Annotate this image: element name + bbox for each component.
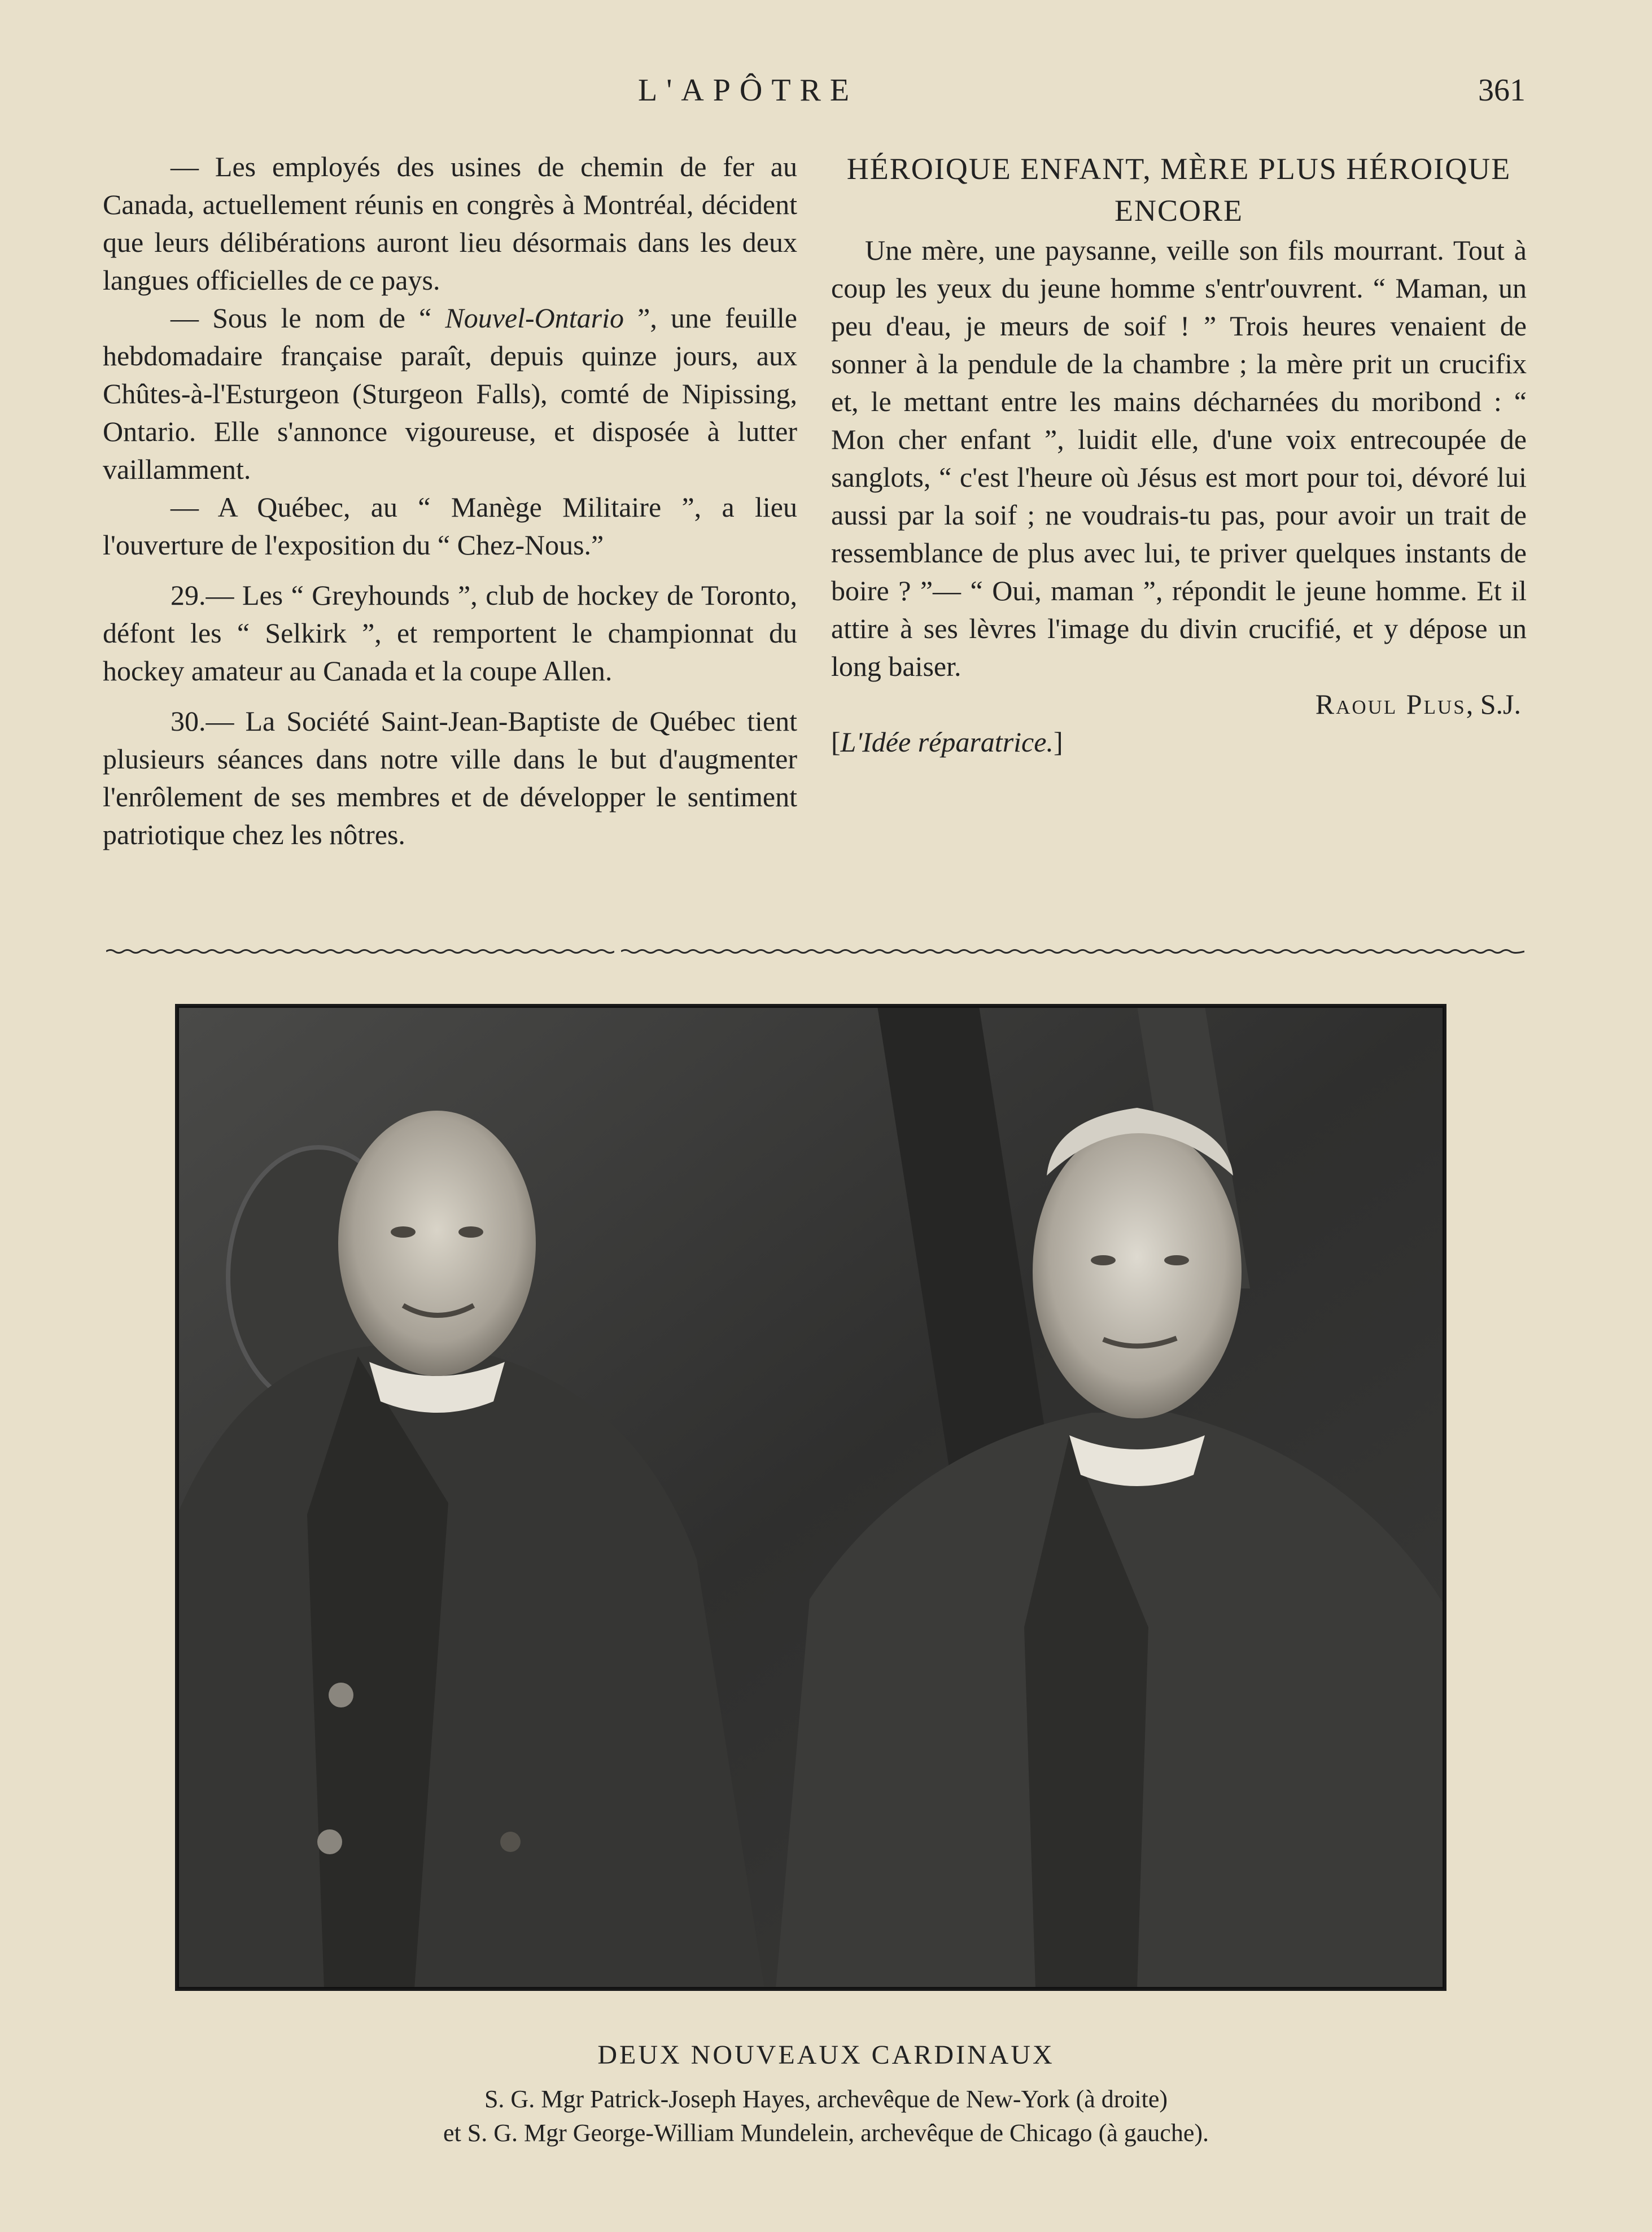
photo-caption-line-2: et S. G. Mgr George-William Mundelein, archevêque de Chicago (à gauche).: [443, 2119, 1209, 2147]
news-item-hockey: 29.— Les “ Greyhounds ”, club de hockey de Toronto, défont les “ Selkirk ”, et remportent le championnat du hockey amateur au Canada et la coupe Allen.: [103, 579, 797, 687]
news-item-exhibition: — A Québec, au “ Manège Militaire ”, a lieu l'ouverture de l'exposition du “ Chez-Nous.”: [103, 491, 797, 561]
photo-illustration: [177, 1006, 1444, 1989]
article-body: Une mère, une paysanne, veille son fils mourrant. Tout à coup les yeux du jeune homme s'entr'ouvrent. “ Maman, un peu d'eau, je meurs de soif ! ” Trois heures venaient de sonner à la pendule de la chambre ; la mère prit un crucifix et, le mettant entre les mains décharnées du moribond : “ Mon cher enfant ”, luidit elle, d'une voix entrecoupée de sanglots, “ c'est l'heure où Jésus est mort pour toi, dévoré lui aussi par la soif ; ne voudrais-tu pas, pour avoir un trait de ressemblance de plus avec lui, te priver quelques instants de boire ? ”— “ Oui, maman ”, répondit le jeune homme. Et il attire à ses lèvres l'image du divin crucifié, et y dépose un long baiser.: [831, 234, 1527, 682]
cardinals-photograph: [175, 1004, 1446, 1991]
news-item-saint-jean-baptiste: 30.— La Société Saint-Jean-Baptiste de Québec tient plusieurs séances dans notre ville dans le but d'augmenter l'enrôlement de ses membres et de développer le sentiment patriotique chez les nôtres.: [103, 705, 797, 850]
article-heading: HÉROIQUE ENFANT, MÈRE PLUS HÉROIQUE ENCORE: [846, 152, 1511, 228]
photo-caption-title: DEUX NOUVEAUX CARDINAUX: [597, 2040, 1055, 2070]
article-author: Raoul Plus, S.J.: [1315, 688, 1521, 720]
article-source: [L'Idée réparatrice.]: [831, 726, 1063, 758]
news-item-newspaper: — Sous le nom de “ Nouvel-Ontario ”, une feuille hebdomadaire française paraît, depuis quinze jours, aux Chûtes-à-l'Esturgeon (Sturgeon Falls), comté de Nipissing, Ontario. Elle s'annonce vigoureuse, et disposée à lutter vaillamment.: [103, 302, 797, 485]
right-column: [831, 148, 1527, 761]
page-number: 361: [1478, 73, 1526, 108]
running-header: [0, 72, 1652, 117]
wavy-divider-right: [621, 947, 1524, 955]
publication-title: L'APÔTRE: [638, 73, 859, 108]
news-item-railway: — Les employés des usines de chemin de fer au Canada, actuellement réunis en congrès à Montréal, décident que leurs délibérations auront lieu désormais dans les deux langues officielles de ce pays.: [103, 151, 797, 296]
photo-caption-line-1: S. G. Mgr Patrick-Joseph Hayes, archevêque de New-York (à droite): [484, 2085, 1168, 2113]
wavy-divider-left: [106, 947, 614, 955]
left-column: [103, 148, 797, 854]
newspaper-title: Nouvel-Ontario: [445, 302, 624, 334]
